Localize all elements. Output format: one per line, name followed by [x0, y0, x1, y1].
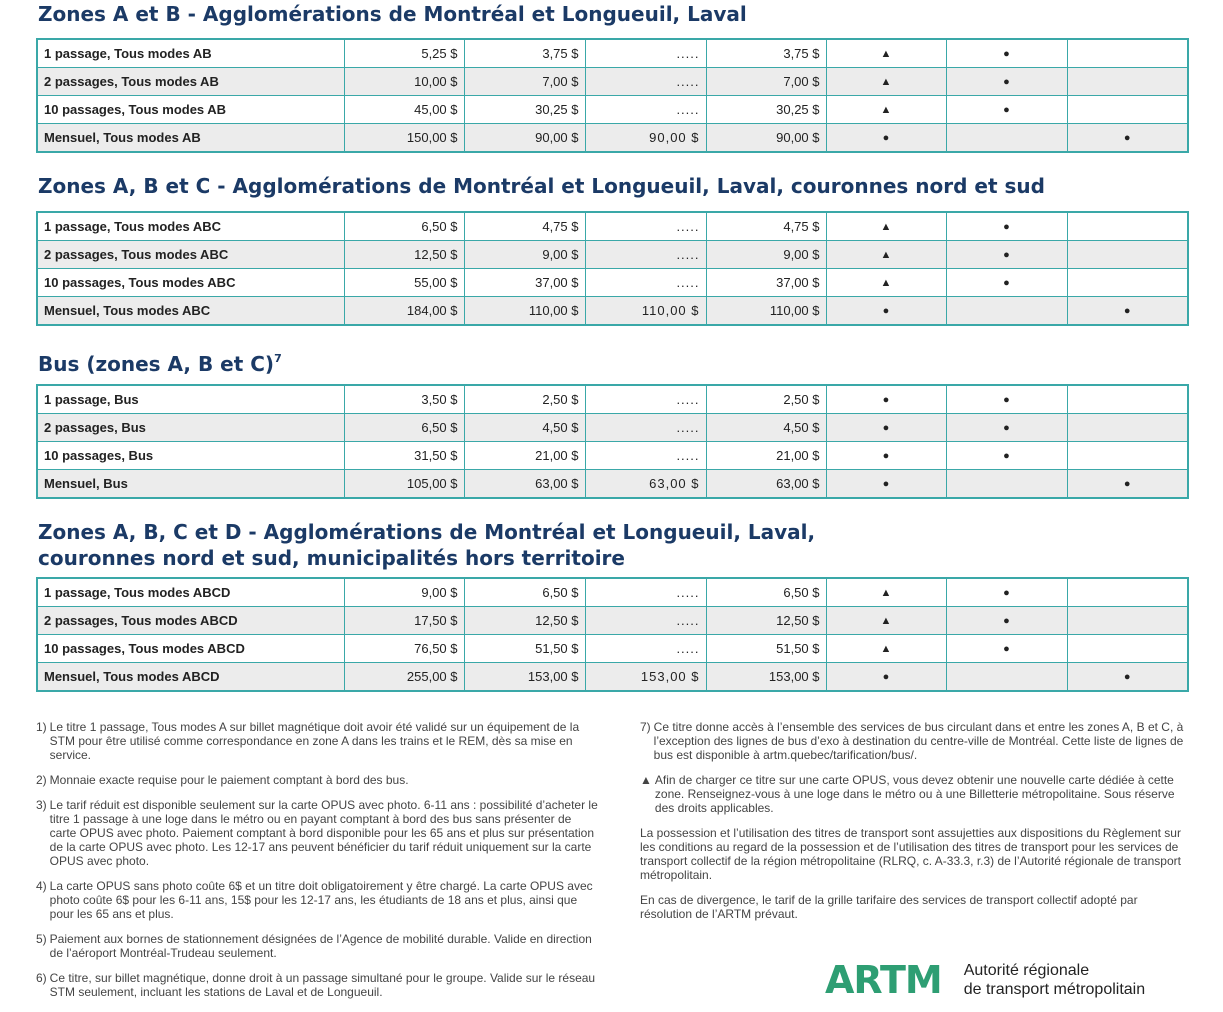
- footnote: [36, 971, 601, 999]
- section-title-bus: [38, 346, 282, 377]
- fare-table-body: [37, 212, 1188, 325]
- fare-title-cell: 2 passages, Tous modes AB: [37, 68, 344, 96]
- availability-marker-cell: [946, 663, 1067, 692]
- divergence-paragraph: En cas de divergence, le tarif de la grille tarifaire des services de transport collectif adopté par résolution de l’ARTM prévaut.: [640, 893, 1138, 921]
- price-cell: 110,00 $: [585, 297, 706, 326]
- price-cell: 4,50 $: [464, 414, 585, 442]
- availability-marker-cell: ●: [826, 124, 946, 153]
- price-cell: 30,25 $: [706, 96, 826, 124]
- price-cell: .....: [585, 96, 706, 124]
- availability-marker-cell: [1067, 635, 1188, 663]
- footnotes-left: [36, 720, 601, 1010]
- fare-title-cell: 1 passage, Tous modes ABC: [37, 212, 344, 241]
- price-cell: .....: [585, 385, 706, 414]
- table-row: [37, 414, 1188, 442]
- section-title-text: Bus (zones A, B et C): [38, 352, 275, 376]
- price-cell: 90,00 $: [585, 124, 706, 153]
- availability-marker-cell: ●: [946, 607, 1067, 635]
- artm-logo-line2: de transport métropolitain: [963, 981, 1146, 998]
- price-cell: 4,75 $: [464, 212, 585, 241]
- availability-marker-cell: ●: [1067, 470, 1188, 499]
- availability-marker-cell: ●: [946, 96, 1067, 124]
- price-cell: 17,50 $: [344, 607, 464, 635]
- price-cell: 2,50 $: [464, 385, 585, 414]
- availability-marker-cell: ▲: [826, 68, 946, 96]
- price-cell: 31,50 $: [344, 442, 464, 470]
- price-cell: 255,00 $: [344, 663, 464, 692]
- footnote-text: Ce titre, sur billet magnétique, donne droit à un passage simultané pour le groupe. Valide sur le réseau STM seulement, incluant les stations de Laval et de Longueuil.: [49, 971, 596, 999]
- footnote-text: Monnaie exacte requise pour le paiement comptant à bord des bus.: [49, 773, 409, 787]
- footnote-text: Afin de charger ce titre sur une carte OPUS, vous devez obtenir une nouvelle carte dédiée à cette zone. Renseignez-vous à une loge dans le métro ou à une Billetterie métropolitaine. Sous réserve des droits applicables.: [654, 773, 1175, 815]
- fare-title-cell: Mensuel, Bus: [37, 470, 344, 499]
- artm-logo-mark: ARTM: [825, 958, 942, 1002]
- footnote-number: 2): [36, 773, 47, 787]
- availability-marker-cell: ●: [826, 297, 946, 326]
- price-cell: .....: [585, 635, 706, 663]
- price-cell: 4,75 $: [706, 212, 826, 241]
- footnote-text: La carte OPUS sans photo coûte 6$ et un titre doit obligatoirement y être chargé. La carte OPUS avec photo coûte 6$ pour les 6-11 ans, 15$ pour les 12-17 ans, les étudiants de 18 ans et plus, ainsi que pour les 65 ans et plus.: [49, 879, 593, 921]
- price-cell: .....: [585, 68, 706, 96]
- legal-paragraph: La possession et l’utilisation des titres de transport sont assujetties aux dispositions du Règlement sur les conditions au regard de la possession et de l’utilisation des titres de transport pour les services de transport collectif de la région métropolitaine (RLRQ, c. A-33.3, r.3) de l’Autorité régionale de transport métropolitain.: [640, 826, 1181, 882]
- fare-table-zones-abcd: [36, 577, 1189, 692]
- footnote: [36, 879, 601, 921]
- price-cell: .....: [585, 578, 706, 607]
- availability-marker-cell: ●: [826, 385, 946, 414]
- price-cell: 3,50 $: [344, 385, 464, 414]
- fare-title-cell: 10 passages, Bus: [37, 442, 344, 470]
- price-cell: 51,50 $: [706, 635, 826, 663]
- fare-title-cell: 2 passages, Tous modes ABC: [37, 241, 344, 269]
- footnote-text: Ce titre donne accès à l’ensemble des services de bus circulant dans et entre les zones A, B et C, à l’exception des lignes de bus d’exo à destination du centre-ville de Montréal. Cette liste de lignes de bus est disponible à artm.quebec/tarification/bus/.: [653, 720, 1184, 762]
- footnote: [36, 720, 601, 762]
- fare-table-zones-ab: [36, 38, 1189, 153]
- availability-marker-cell: ●: [826, 414, 946, 442]
- table-row: [37, 442, 1188, 470]
- price-cell: 110,00 $: [464, 297, 585, 326]
- price-cell: 150,00 $: [344, 124, 464, 153]
- price-cell: 90,00 $: [706, 124, 826, 153]
- footnote: [36, 773, 601, 787]
- fare-title-cell: 1 passage, Bus: [37, 385, 344, 414]
- price-cell: 153,00 $: [585, 663, 706, 692]
- section-title-line1: Zones A, B, C et D - Agglomérations de Montréal et Longueuil, Laval,: [38, 520, 816, 544]
- table-row: [37, 385, 1188, 414]
- availability-marker-cell: [1067, 96, 1188, 124]
- availability-marker-cell: [1067, 607, 1188, 635]
- availability-marker-cell: [1067, 212, 1188, 241]
- table-row: [37, 635, 1188, 663]
- price-cell: 6,50 $: [464, 578, 585, 607]
- fare-title-cell: 10 passages, Tous modes ABCD: [37, 635, 344, 663]
- price-cell: 21,00 $: [464, 442, 585, 470]
- price-cell: 30,25 $: [464, 96, 585, 124]
- price-cell: 12,50 $: [344, 241, 464, 269]
- footnote-ref: 7: [274, 352, 282, 365]
- price-cell: 51,50 $: [464, 635, 585, 663]
- price-cell: 9,00 $: [464, 241, 585, 269]
- availability-marker-cell: ●: [946, 385, 1067, 414]
- table-row: [37, 39, 1188, 68]
- price-cell: 3,75 $: [706, 39, 826, 68]
- footnote: [640, 773, 1185, 815]
- price-cell: .....: [585, 607, 706, 635]
- artm-logo-text: [964, 961, 1145, 999]
- price-cell: .....: [585, 442, 706, 470]
- availability-marker-cell: [1067, 241, 1188, 269]
- price-cell: 45,00 $: [344, 96, 464, 124]
- price-cell: 7,00 $: [464, 68, 585, 96]
- table-row: [37, 241, 1188, 269]
- price-cell: 9,00 $: [706, 241, 826, 269]
- footnote-number: 5): [36, 932, 47, 946]
- price-cell: 6,50 $: [706, 578, 826, 607]
- price-cell: 12,50 $: [464, 607, 585, 635]
- fare-table-zones-abc: [36, 211, 1189, 326]
- footnote-number: 4): [36, 879, 47, 893]
- availability-marker-cell: [1067, 442, 1188, 470]
- table-row: [37, 607, 1188, 635]
- fare-table-body: [37, 39, 1188, 152]
- artm-logo-line1: Autorité régionale: [963, 962, 1090, 979]
- table-row: [37, 269, 1188, 297]
- availability-marker-cell: [946, 124, 1067, 153]
- footnote-text: Paiement aux bornes de stationnement désignées de l’Agence de mobilité durable. Valide en direction de l’aéroport Montréal-Trudeau seulement.: [49, 932, 592, 960]
- section-title-line2: couronnes nord et sud, municipalités hors territoire: [38, 546, 625, 570]
- price-cell: 4,50 $: [706, 414, 826, 442]
- price-cell: .....: [585, 39, 706, 68]
- footnotes-right: [640, 720, 1185, 932]
- price-cell: 110,00 $: [706, 297, 826, 326]
- fare-title-cell: Mensuel, Tous modes AB: [37, 124, 344, 153]
- price-cell: .....: [585, 414, 706, 442]
- availability-marker-cell: ●: [826, 470, 946, 499]
- availability-marker-cell: ●: [946, 68, 1067, 96]
- fare-title-cell: 10 passages, Tous modes AB: [37, 96, 344, 124]
- price-cell: 153,00 $: [706, 663, 826, 692]
- availability-marker-cell: ●: [946, 578, 1067, 607]
- fare-table-body: [37, 385, 1188, 498]
- price-cell: 63,00 $: [585, 470, 706, 499]
- section-title-zones-ab: Zones A et B - Agglomérations de Montréal et Longueuil, Laval: [38, 2, 747, 26]
- table-row: [37, 68, 1188, 96]
- availability-marker-cell: ▲: [826, 96, 946, 124]
- availability-marker-cell: ●: [826, 663, 946, 692]
- price-cell: .....: [585, 212, 706, 241]
- price-cell: 37,00 $: [464, 269, 585, 297]
- price-cell: 90,00 $: [464, 124, 585, 153]
- availability-marker-cell: ●: [946, 635, 1067, 663]
- availability-marker-cell: [1067, 269, 1188, 297]
- fare-title-cell: 2 passages, Bus: [37, 414, 344, 442]
- availability-marker-cell: [1067, 68, 1188, 96]
- section-title-zones-abc: Zones A, B et C - Agglomérations de Montréal et Longueuil, Laval, couronnes nord et sud: [38, 174, 1045, 198]
- fare-table-body: [37, 578, 1188, 691]
- footnote-text: Le titre 1 passage, Tous modes A sur billet magnétique doit avoir été validé sur un équipement de la STM pour être utilisé comme correspondance en zone A dans les trains et le REM, dès sa mise en service.: [49, 720, 580, 762]
- availability-marker-cell: ●: [826, 442, 946, 470]
- price-cell: 55,00 $: [344, 269, 464, 297]
- fare-title-cell: 1 passage, Tous modes ABCD: [37, 578, 344, 607]
- availability-marker-cell: ▲: [826, 269, 946, 297]
- fare-title-cell: 1 passage, Tous modes AB: [37, 39, 344, 68]
- table-row: [37, 297, 1188, 326]
- price-cell: .....: [585, 269, 706, 297]
- availability-marker-cell: ▲: [826, 635, 946, 663]
- table-row: [37, 212, 1188, 241]
- availability-marker-cell: ●: [946, 269, 1067, 297]
- availability-marker-cell: [1067, 39, 1188, 68]
- availability-marker-cell: ▲: [826, 212, 946, 241]
- footnote-number: 7): [640, 720, 651, 734]
- availability-marker-cell: ▲: [826, 241, 946, 269]
- availability-marker-cell: ●: [1067, 124, 1188, 153]
- table-row: [37, 663, 1188, 692]
- artm-logo: [825, 960, 1145, 1000]
- footnote-number: 6): [36, 971, 47, 985]
- footnote: [640, 720, 1185, 762]
- availability-marker-cell: ●: [946, 212, 1067, 241]
- price-cell: 3,75 $: [464, 39, 585, 68]
- availability-marker-cell: ▲: [826, 607, 946, 635]
- table-row: [37, 578, 1188, 607]
- footnote: [36, 798, 601, 868]
- price-cell: 7,00 $: [706, 68, 826, 96]
- section-title-zones-abcd: [38, 519, 815, 571]
- price-cell: 12,50 $: [706, 607, 826, 635]
- footnote-number: 3): [36, 798, 47, 812]
- availability-marker-cell: [1067, 414, 1188, 442]
- price-cell: 5,25 $: [344, 39, 464, 68]
- availability-marker-cell: ●: [946, 442, 1067, 470]
- price-cell: 10,00 $: [344, 68, 464, 96]
- triangle-icon: ▲: [640, 773, 652, 787]
- fare-title-cell: Mensuel, Tous modes ABCD: [37, 663, 344, 692]
- table-row: [37, 124, 1188, 153]
- fare-title-cell: 2 passages, Tous modes ABCD: [37, 607, 344, 635]
- availability-marker-cell: [1067, 578, 1188, 607]
- price-cell: 63,00 $: [464, 470, 585, 499]
- availability-marker-cell: [946, 470, 1067, 499]
- availability-marker-cell: ●: [1067, 663, 1188, 692]
- price-cell: 105,00 $: [344, 470, 464, 499]
- footnote: [36, 932, 601, 960]
- price-cell: 184,00 $: [344, 297, 464, 326]
- fare-title-cell: 10 passages, Tous modes ABC: [37, 269, 344, 297]
- availability-marker-cell: ▲: [826, 578, 946, 607]
- table-row: [37, 470, 1188, 499]
- price-cell: 6,50 $: [344, 414, 464, 442]
- price-cell: 63,00 $: [706, 470, 826, 499]
- price-cell: .....: [585, 241, 706, 269]
- availability-marker-cell: [946, 297, 1067, 326]
- price-cell: 2,50 $: [706, 385, 826, 414]
- availability-marker-cell: ●: [946, 39, 1067, 68]
- availability-marker-cell: [1067, 385, 1188, 414]
- price-cell: 37,00 $: [706, 269, 826, 297]
- fare-table-bus: [36, 384, 1189, 499]
- price-cell: 76,50 $: [344, 635, 464, 663]
- footnote-number: 1): [36, 720, 47, 734]
- table-row: [37, 96, 1188, 124]
- footnote-text: Le tarif réduit est disponible seulement sur la carte OPUS avec photo. 6-11 ans : possibilité d’acheter le titre 1 passage à une loge dans le métro ou en payant comptant à bord des bus sans présenter de carte OPUS avec photo. Paiement comptant à bord disponible pour les 65 ans et plus sur présentation de la carte OPUS avec photo. Les 12-17 ans peuvent bénéficier du tarif réduit uniquement sur la carte OPUS avec photo.: [49, 798, 598, 868]
- fare-title-cell: Mensuel, Tous modes ABC: [37, 297, 344, 326]
- price-cell: 153,00 $: [464, 663, 585, 692]
- price-cell: 6,50 $: [344, 212, 464, 241]
- availability-marker-cell: ●: [946, 414, 1067, 442]
- price-cell: 21,00 $: [706, 442, 826, 470]
- availability-marker-cell: ●: [1067, 297, 1188, 326]
- price-cell: 9,00 $: [344, 578, 464, 607]
- availability-marker-cell: ●: [946, 241, 1067, 269]
- availability-marker-cell: ▲: [826, 39, 946, 68]
